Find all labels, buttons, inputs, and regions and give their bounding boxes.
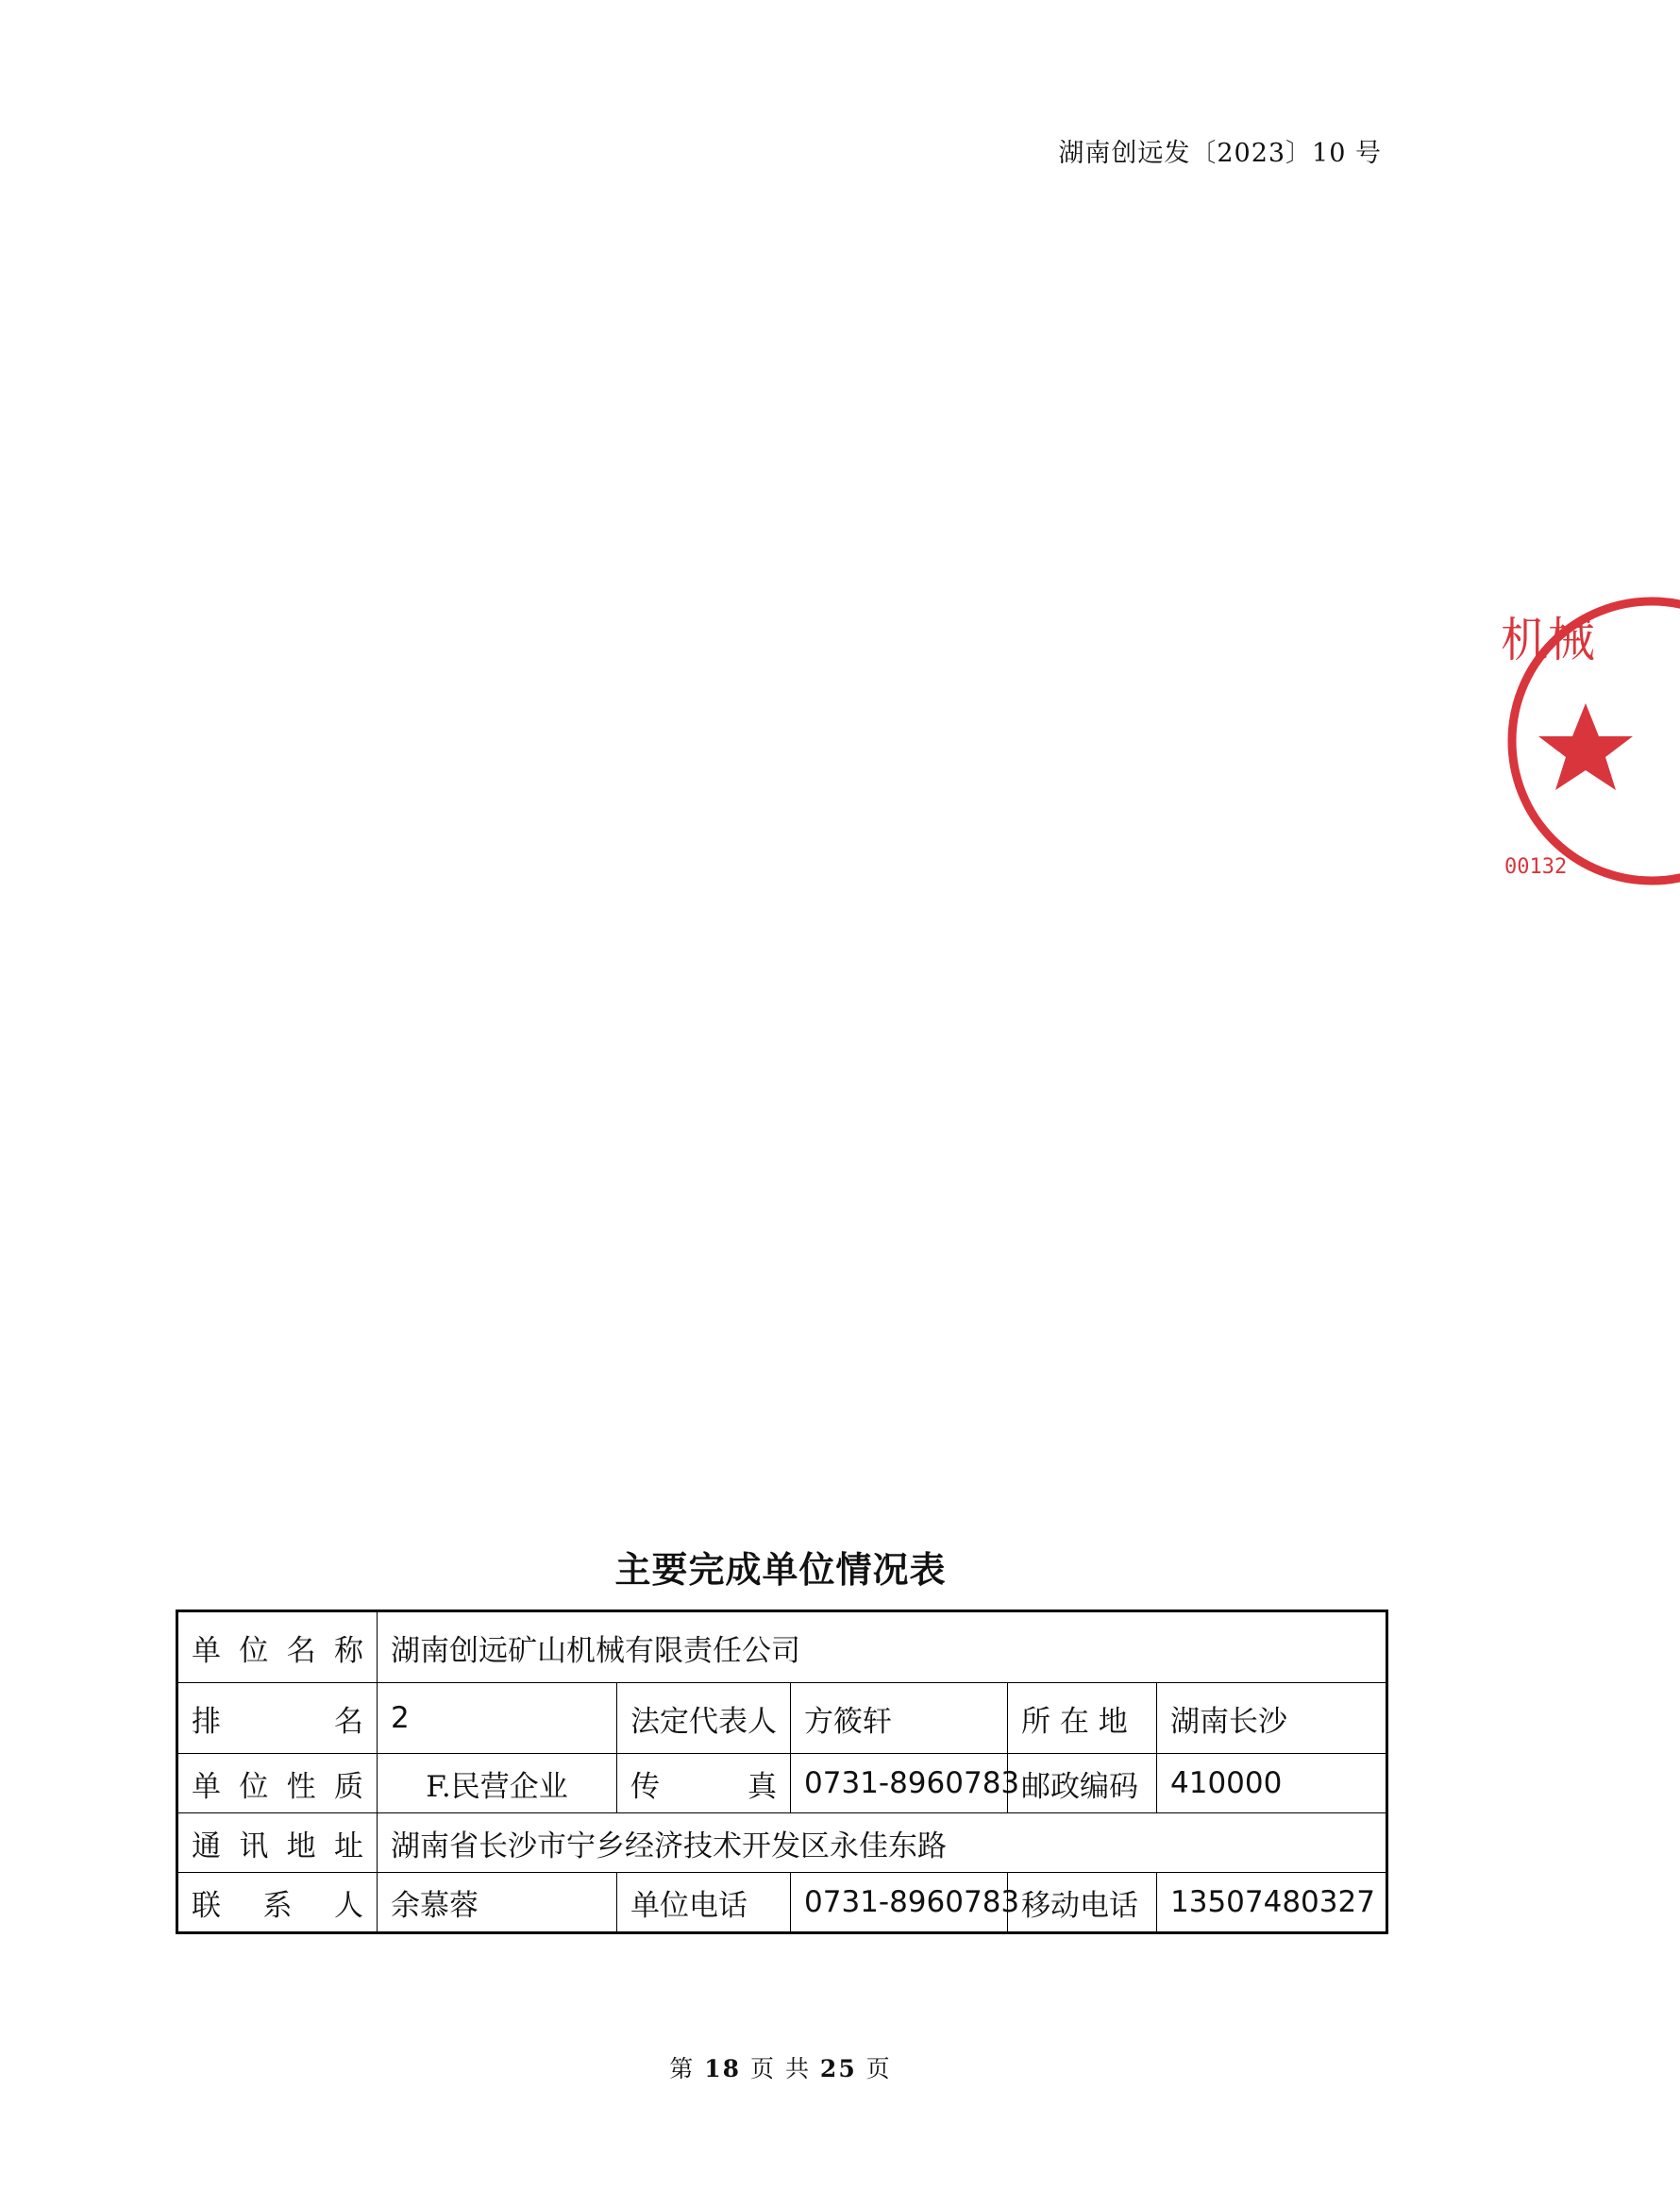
nature-value: F.民营企业 (378, 1754, 617, 1813)
footer-middle: 页 共 (750, 2055, 811, 2082)
seal-star-icon (1538, 703, 1633, 790)
seal-code: 00132 (1504, 855, 1568, 879)
contact-value: 余慕蓉 (378, 1873, 617, 1933)
footer-prefix: 第 (669, 2055, 696, 2082)
postcode-value: 410000 (1157, 1754, 1387, 1813)
table-row (177, 1611, 1387, 1683)
legal-rep-value: 方筱轩 (791, 1683, 1008, 1754)
table-title: 主要完成单位情况表 (614, 1548, 947, 1591)
table-row (177, 1873, 1387, 1933)
company-seal (1491, 585, 1680, 897)
fax-value: 0731-8960783 (791, 1754, 1008, 1813)
legal-rep-label: 法定代表人 (617, 1683, 791, 1754)
location-label: 所 在 地 (1008, 1683, 1157, 1754)
unit-info-table (176, 1610, 1388, 1934)
postcode-label: 邮政编码 (1008, 1754, 1157, 1813)
current-page-number: 18 (704, 2055, 742, 2082)
fax-label: 传 真 (617, 1754, 791, 1813)
address-value: 湖南省长沙市宁乡经济技术开发区永佳东路 (378, 1813, 1387, 1873)
table-row (177, 1813, 1387, 1873)
contact-label: 联 系 人 (177, 1873, 378, 1933)
nature-label: 单位性质 (177, 1754, 378, 1813)
unit-phone-label: 单位电话 (617, 1873, 791, 1933)
address-label: 通讯地址 (177, 1813, 378, 1873)
unit-name-value: 湖南创远矿山机械有限责任公司 (378, 1611, 1387, 1683)
location-value: 湖南长沙 (1157, 1683, 1387, 1754)
footer-suffix: 页 (865, 2055, 892, 2082)
rank-label: 排 名 (177, 1683, 378, 1754)
total-pages-number: 25 (819, 2055, 857, 2082)
unit-phone-value: 0731-8960783 (791, 1873, 1008, 1933)
page-footer (0, 2050, 1561, 2084)
mobile-label: 移动电话 (1008, 1873, 1157, 1933)
table-row (177, 1683, 1387, 1754)
seal-text-top: 机械 (1501, 613, 1595, 667)
document-number: 湖南创远发〔2023〕10 号 (1058, 139, 1382, 168)
rank-value: 2 (378, 1683, 617, 1754)
mobile-value: 13507480327 (1157, 1873, 1387, 1933)
unit-name-label: 单位名称 (177, 1611, 378, 1683)
table-row (177, 1754, 1387, 1813)
